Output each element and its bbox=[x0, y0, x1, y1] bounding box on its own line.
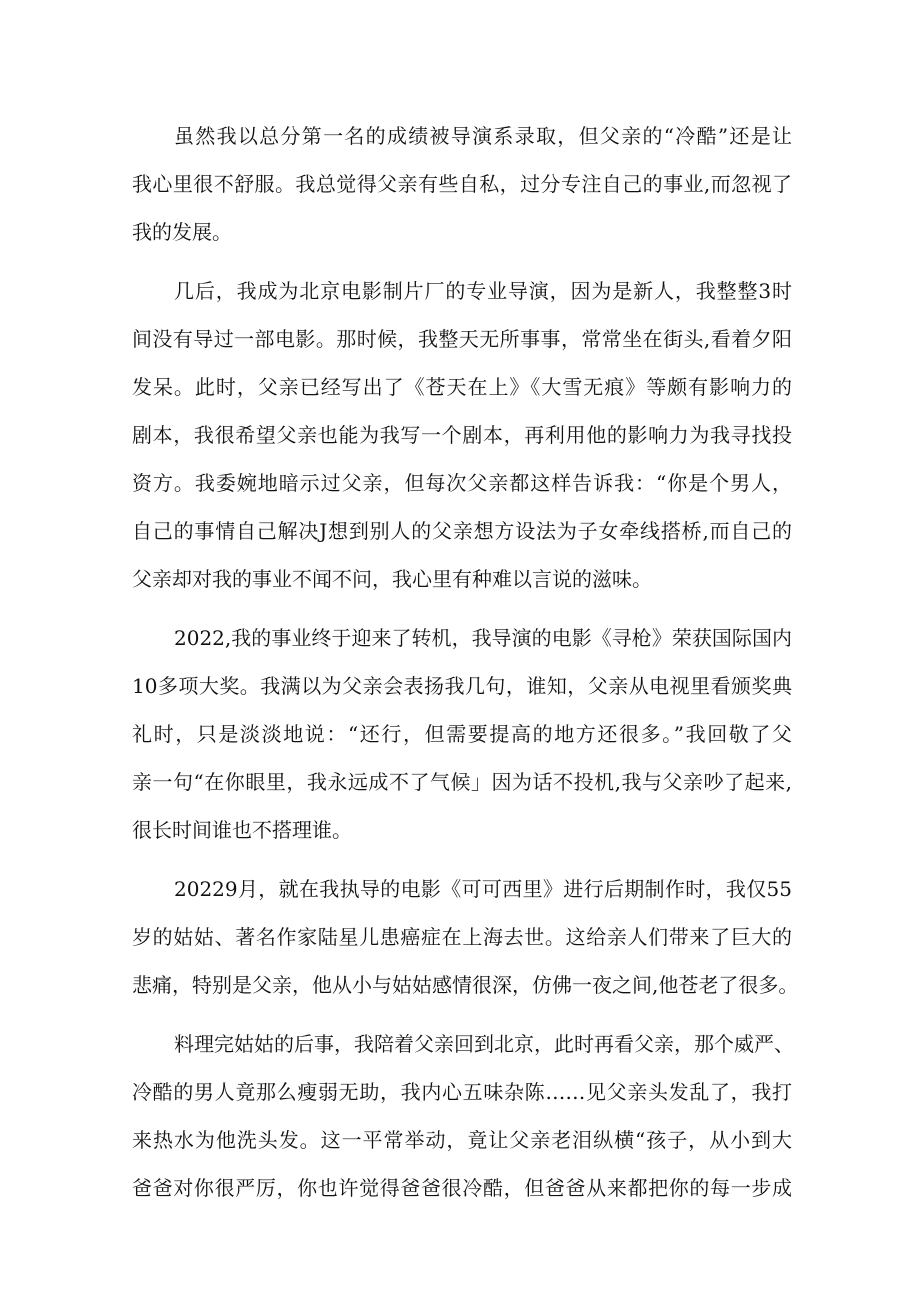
document-body bbox=[132, 112, 799, 1212]
text-line: 很长时间谁也不搭理谁。 bbox=[132, 818, 352, 842]
text-line: 2022,我的事业终于迎来了转机，我导演的电影《寻枪》荣获国际国内 bbox=[174, 626, 792, 650]
text-line: 亲一句“在你眼里，我永远成不了气候」因为话不投机,我与父亲吵了起来, bbox=[132, 770, 792, 794]
text-line: 我心里很不舒服。我总觉得父亲有些自私，过分专注自己的事业,而忽视了 bbox=[132, 172, 792, 196]
text-line: 发呆。此时，父亲已经写出了《苍天在上》《大雪无痕》等颇有影响力的 bbox=[132, 375, 792, 399]
text-line: 10多项大奖。我满以为父亲会表扬我几句，谁知，父亲从电视里看颁奖典 bbox=[132, 674, 792, 698]
text-line: 岁的姑姑、著名作家陆星儿患癌症在上海去世。这给亲人们带来了巨大的 bbox=[132, 925, 792, 949]
paragraph-1 bbox=[132, 112, 792, 256]
text-line: 礼时，只是淡淡地说：“还行，但需要提高的地方还很多。”我回敬了父 bbox=[132, 722, 792, 746]
text-line: 来热水为他洗头发。这一平常举动，竟让父亲老泪纵横“孩子，从小到大 bbox=[132, 1128, 792, 1152]
text-line: 间没有导过一部电影。那时候，我整天无所事事，常常坐在街头,看着夕阳 bbox=[132, 327, 792, 351]
text-line: 爸爸对你很严厉，你也许觉得爸爸很冷酷，但爸爸从来都把你的每一步成 bbox=[132, 1176, 792, 1200]
text-line: 20229月，就在我执导的电影《可可西里》进行后期制作时，我仅55 bbox=[174, 877, 792, 901]
text-line: 剧本，我很希望父亲也能为我写一个剧本，再利用他的影响力为我寻找投 bbox=[132, 423, 792, 447]
text-line: 冷酷的男人竟那么瘦弱无助，我内心五味杂陈……见父亲头发乱了，我打 bbox=[132, 1080, 792, 1104]
paragraph-2 bbox=[132, 267, 792, 603]
paragraph-4 bbox=[132, 865, 799, 1009]
text-line: 料理完姑姑的后事，我陪着父亲回到北京，此时再看父亲，那个威严、 bbox=[174, 1032, 794, 1056]
text-line: 几后，我成为北京电影制片厂的专业导演，因为是新人，我整整3时 bbox=[174, 279, 792, 303]
text-line: 父亲却对我的事业不闻不问，我心里有种难以言说的滋味。 bbox=[132, 567, 652, 591]
text-line: 资方。我委婉地暗示过父亲，但每次父亲都这样告诉我：“你是个男人， bbox=[132, 471, 792, 495]
text-line: 我的发展。 bbox=[132, 220, 232, 244]
text-line: 虽然我以总分第一名的成绩被导演系录取，但父亲的“冷酷”还是让 bbox=[174, 124, 792, 148]
paragraph-3 bbox=[132, 614, 792, 854]
text-line: 自己的事情自己解决J想到别人的父亲想方设法为子女牵线搭桥,而自己的 bbox=[132, 519, 792, 543]
text-line: 悲痛，特别是父亲，他从小与姑姑感情很深，仿佛一夜之间,他苍老了很多。 bbox=[132, 973, 799, 997]
paragraph-5 bbox=[132, 1020, 792, 1212]
